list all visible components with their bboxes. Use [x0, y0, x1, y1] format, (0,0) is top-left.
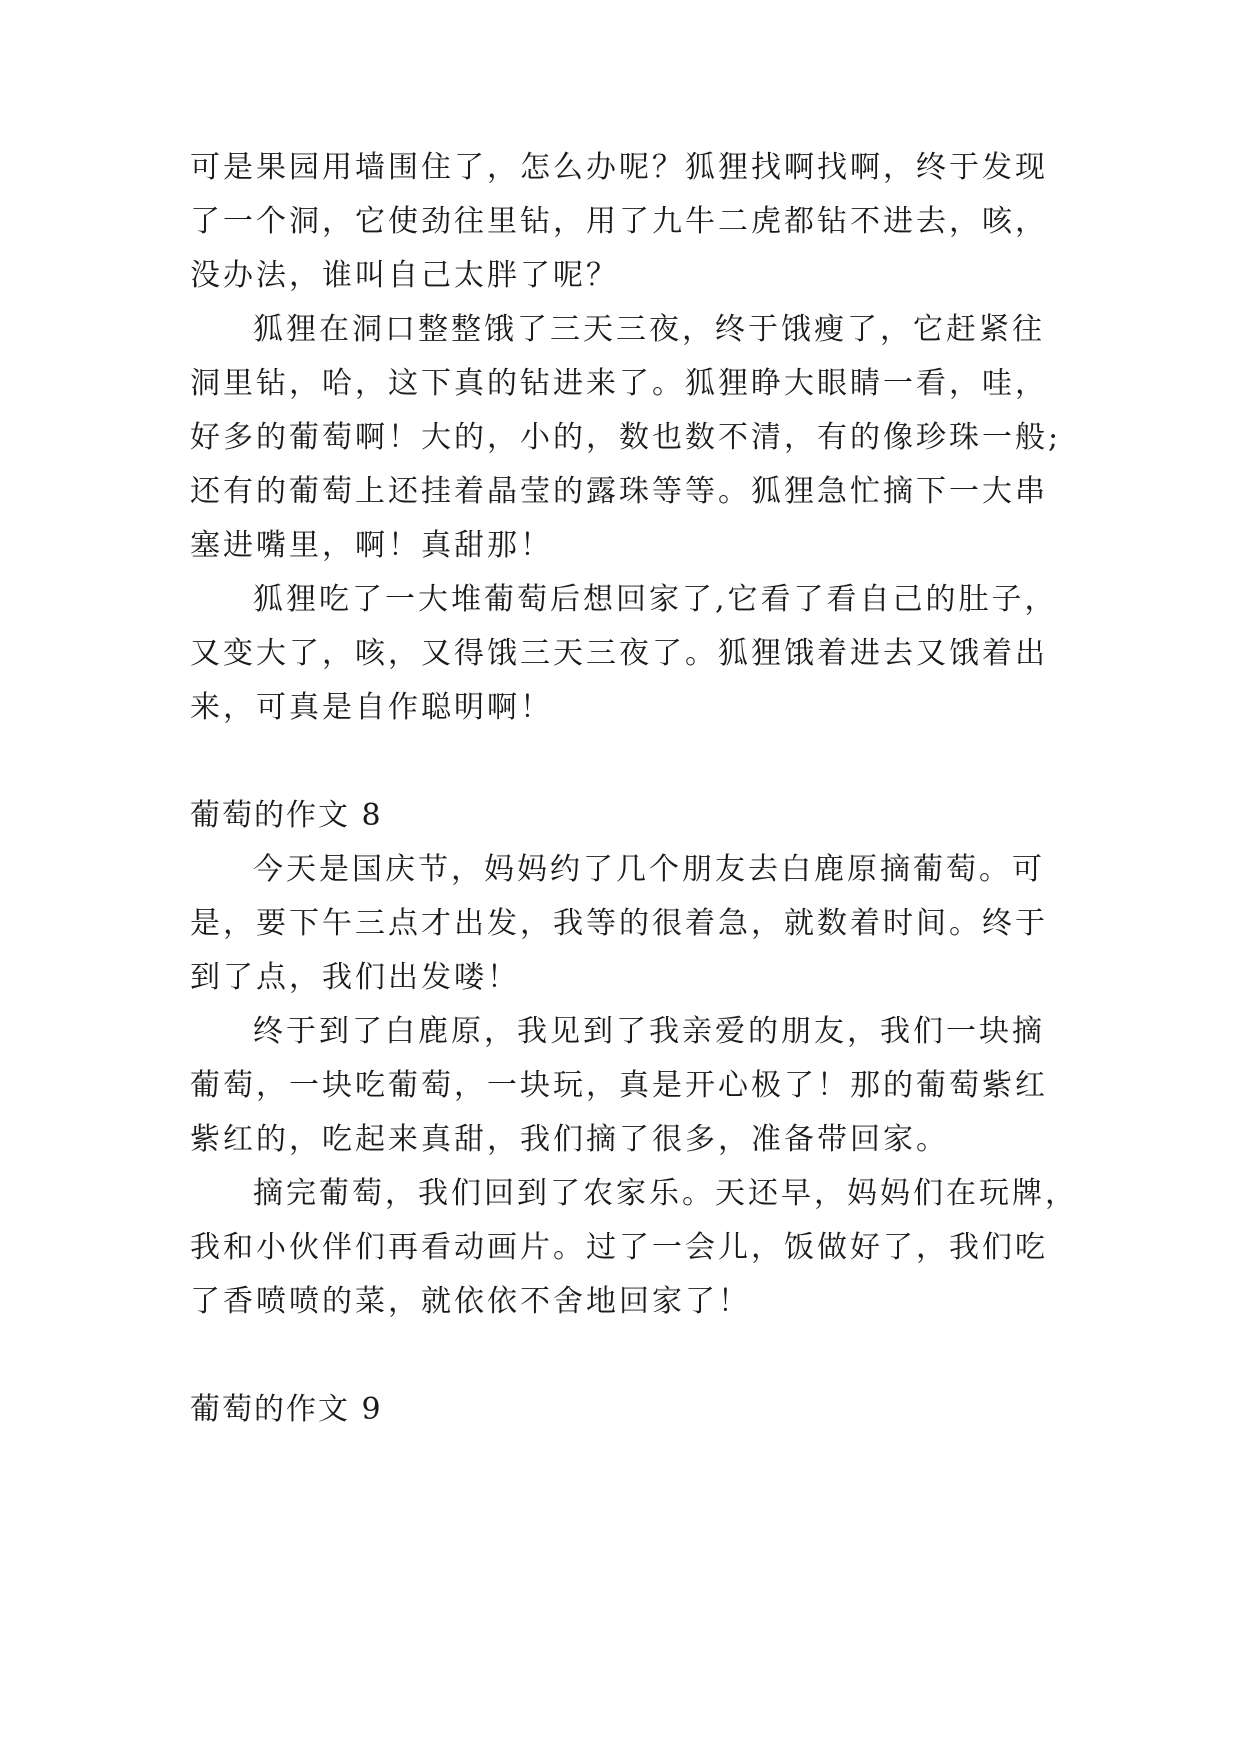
paragraph-line: 洞里钻，哈，这下真的钻进来了。狐狸睁大眼睛一看，哇， [190, 366, 1048, 401]
paragraph-line: 了一个洞，它使劲往里钻，用了九牛二虎都钻不进去，咳， [190, 204, 1048, 239]
paragraph-line: 我和小伙伴们再看动画片。过了一会儿，饭做好了，我们吃 [190, 1230, 1048, 1265]
paragraph-line: 紫红的，吃起来真甜，我们摘了很多，准备带回家。 [190, 1122, 949, 1157]
paragraph-line: 到了点，我们出发喽！ [190, 960, 520, 995]
paragraph-line: 终于到了白鹿原，我见到了我亲爱的朋友，我们一块摘 [253, 1014, 1045, 1049]
section-heading: 葡萄的作文 9 [190, 1392, 383, 1427]
paragraph-line: 好多的葡萄啊！大的，小的，数也数不清，有的像珍珠一般; [190, 420, 1062, 455]
paragraph-line: 了香喷喷的菜，就依依不舍地回家了！ [190, 1284, 751, 1319]
section-heading: 葡萄的作文 8 [190, 798, 383, 833]
paragraph-line: 又变大了，咳，又得饿三天三夜了。狐狸饿着进去又饿着出 [190, 636, 1048, 671]
paragraph-line: 葡萄，一块吃葡萄，一块玩，真是开心极了！那的葡萄紫红 [190, 1068, 1048, 1103]
paragraph-line: 是，要下午三点才出发，我等的很着急，就数着时间。终于 [190, 906, 1048, 941]
paragraph-line: 今天是国庆节，妈妈约了几个朋友去白鹿原摘葡萄。可 [253, 852, 1045, 887]
paragraph-line: 还有的葡萄上还挂着晶莹的露珠等等。狐狸急忙摘下一大串 [190, 474, 1048, 509]
paragraph-line: 可是果园用墙围住了，怎么办呢？狐狸找啊找啊，终于发现 [190, 150, 1048, 185]
paragraph-line: 狐狸吃了一大堆葡萄后想回家了,它看了看自己的肚子， [253, 582, 1058, 617]
paragraph-line: 没办法，谁叫自己太胖了呢？ [190, 258, 619, 293]
paragraph-line: 狐狸在洞口整整饿了三天三夜，终于饿瘦了，它赶紧往 [253, 312, 1045, 347]
paragraph-line: 塞进嘴里，啊！真甜那！ [190, 528, 553, 563]
paragraph-line: 摘完葡萄，我们回到了农家乐。天还早，妈妈们在玩牌， [253, 1176, 1078, 1211]
paragraph-line: 来，可真是自作聪明啊！ [190, 690, 553, 725]
